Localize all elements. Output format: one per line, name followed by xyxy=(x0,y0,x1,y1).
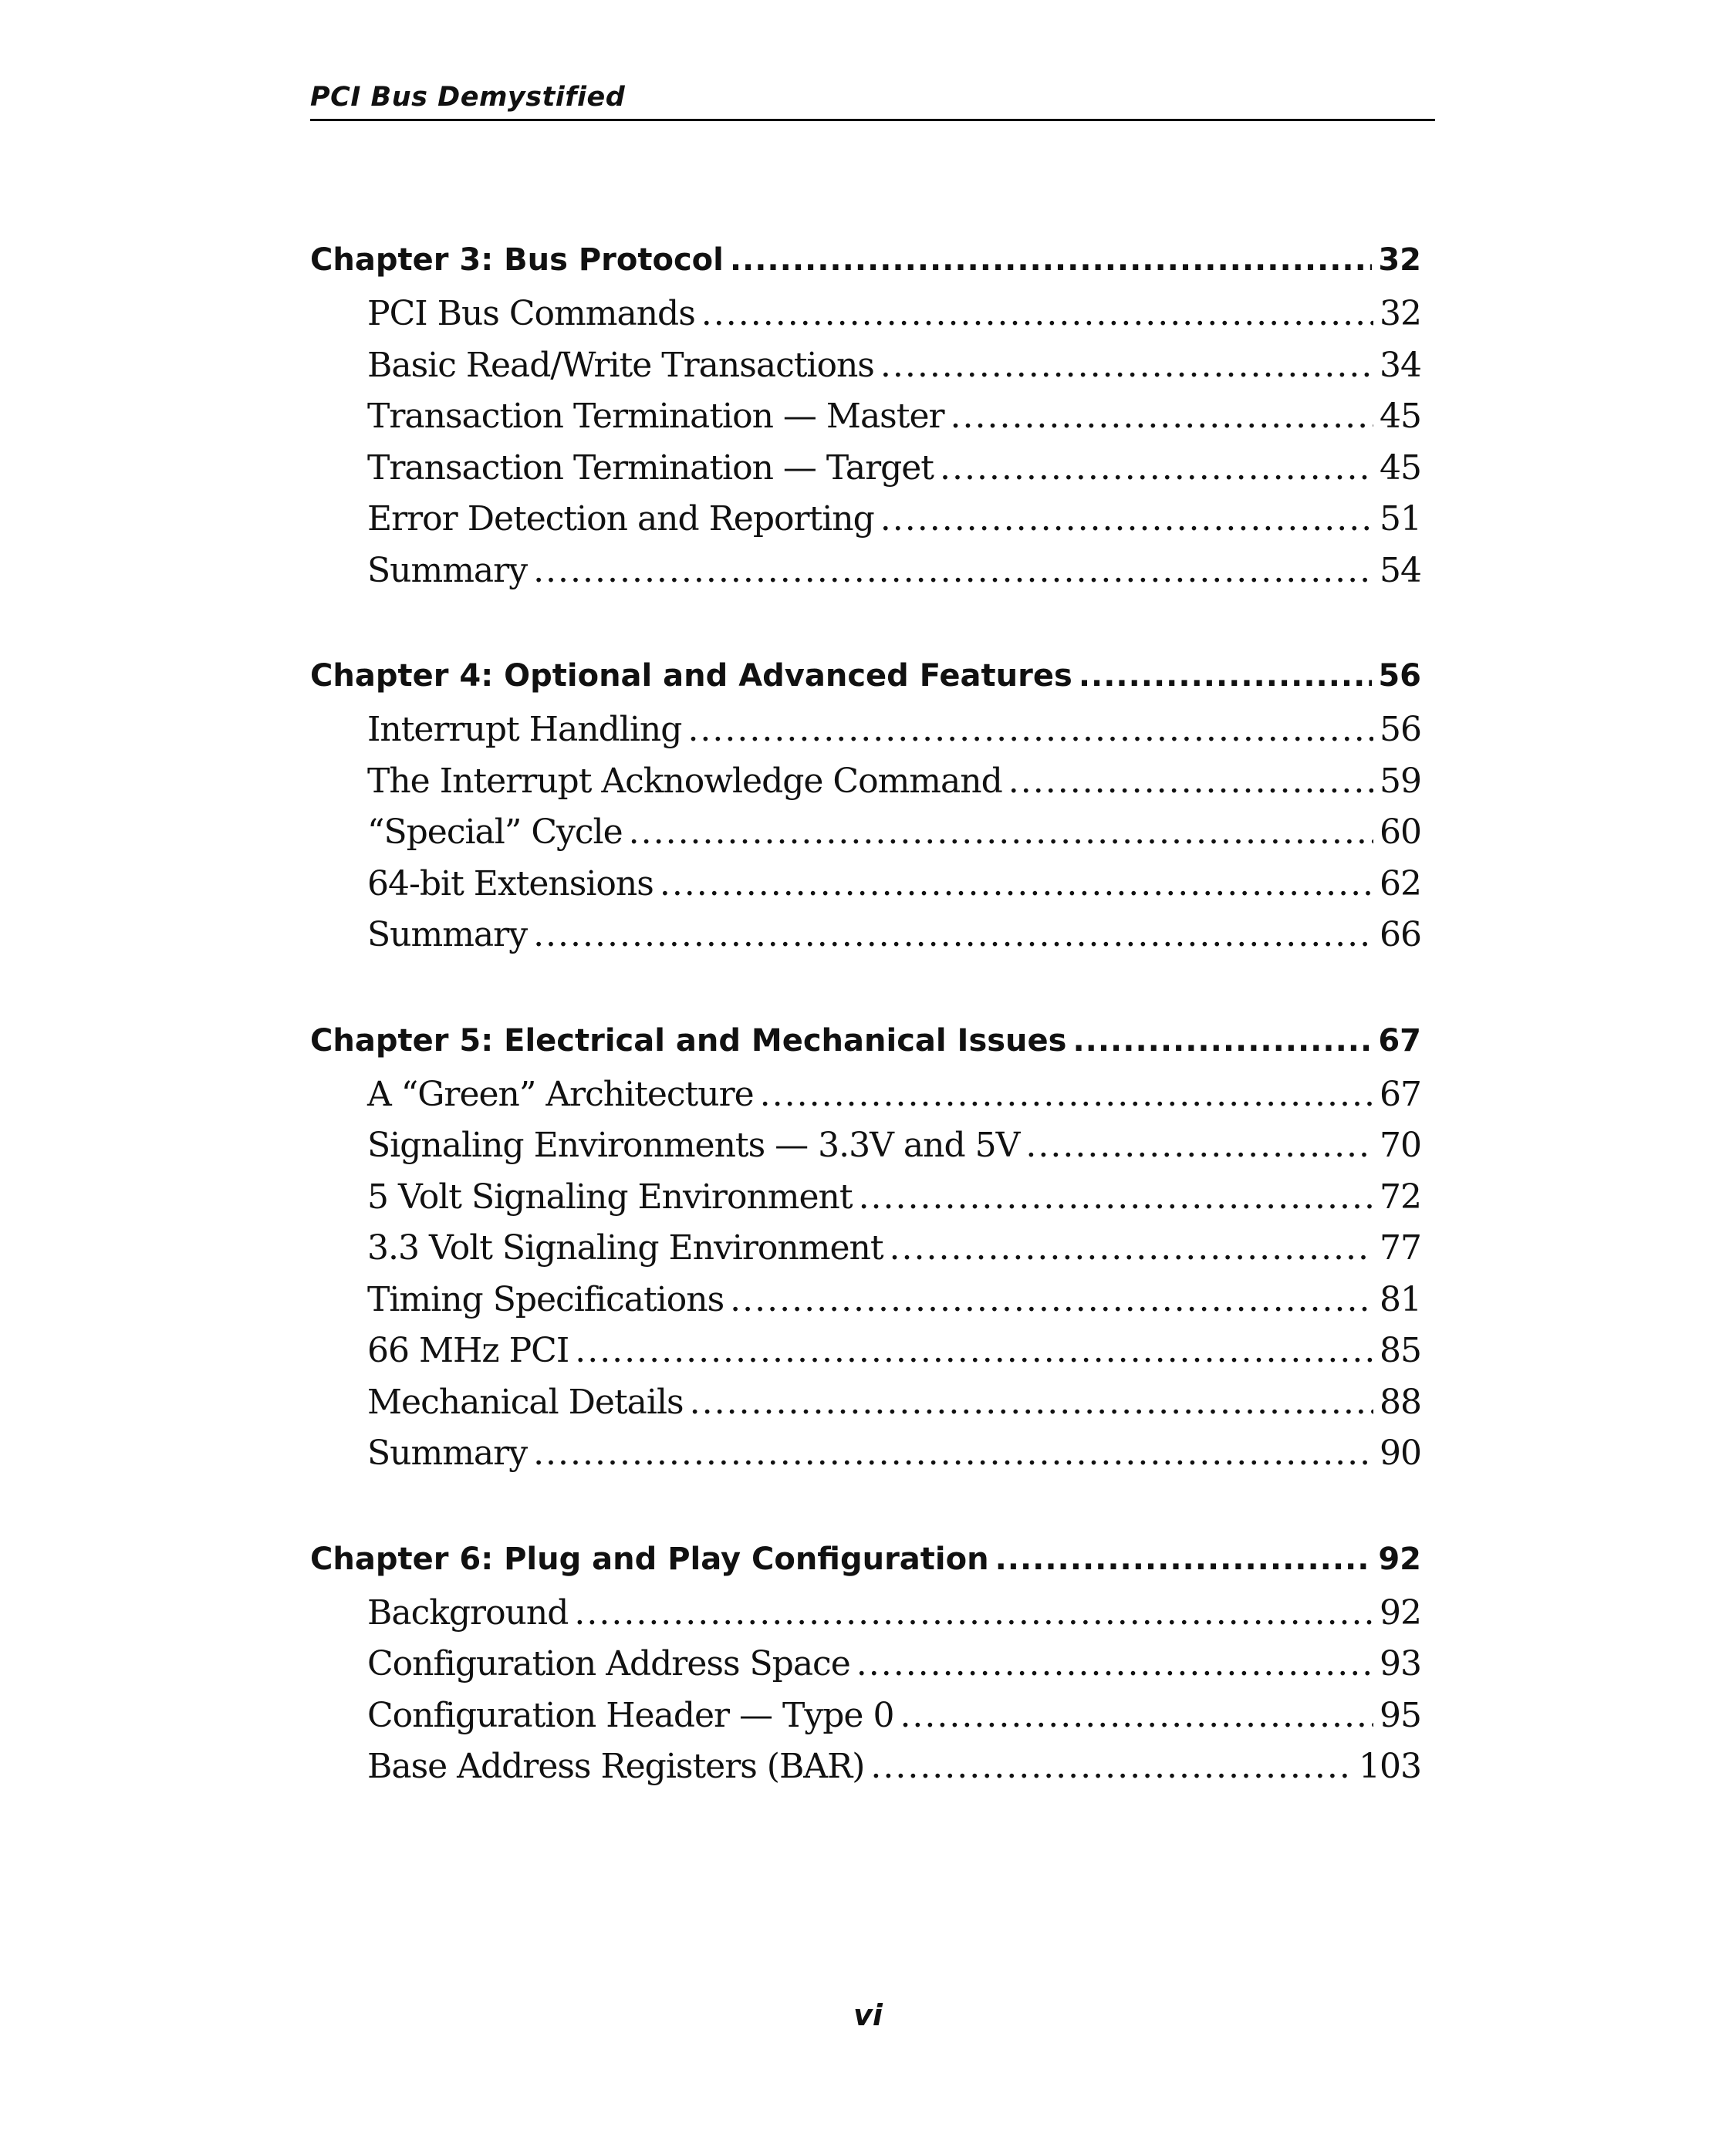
entry-title: 64-bit Extensions xyxy=(367,863,654,903)
toc-entry[interactable] xyxy=(310,1588,1421,1640)
entry-page-number: 70 xyxy=(1380,1126,1421,1165)
entry-title: Interrupt Handling xyxy=(367,710,682,749)
toc-entry[interactable] xyxy=(310,1172,1421,1224)
dot-leader xyxy=(870,1741,1353,1793)
entry-title: Basic Read/Write Transactions xyxy=(367,345,874,385)
dot-leader xyxy=(856,1639,1373,1690)
entry-title: 5 Volt Signaling Environment xyxy=(367,1177,853,1217)
entry-page-number: 77 xyxy=(1380,1228,1421,1268)
entry-title: Transaction Termination — Master xyxy=(367,397,944,436)
dot-leader xyxy=(629,807,1373,859)
toc-entry[interactable] xyxy=(310,1690,1421,1742)
entry-title: 66 MHz PCI xyxy=(367,1331,569,1370)
chapter-title: Chapter 6: Plug and Play Configuration xyxy=(310,1541,989,1577)
entry-page-number: 54 xyxy=(1380,550,1421,590)
dot-leader xyxy=(1008,756,1373,808)
toc-entry[interactable] xyxy=(310,910,1421,961)
entry-title: The Interrupt Acknowledge Command xyxy=(367,761,1002,801)
entry-page-number: 90 xyxy=(1380,1434,1421,1473)
entry-title: PCI Bus Commands xyxy=(367,294,695,333)
toc-entry[interactable] xyxy=(310,1377,1421,1429)
toc-entry[interactable] xyxy=(310,443,1421,495)
entry-page-number: 72 xyxy=(1380,1177,1421,1217)
entry-page-number: 81 xyxy=(1380,1279,1421,1319)
dot-leader xyxy=(687,704,1373,756)
toc-entry[interactable] xyxy=(310,545,1421,597)
chapter-title: Chapter 5: Electrical and Mechanical Issues xyxy=(310,1022,1067,1059)
dot-leader xyxy=(533,910,1373,961)
dot-leader xyxy=(533,545,1373,597)
entry-page-number: 34 xyxy=(1380,345,1421,385)
dot-leader xyxy=(575,1325,1373,1377)
chapter-heading[interactable] xyxy=(310,1531,1421,1588)
toc-entry[interactable] xyxy=(310,494,1421,545)
dot-leader xyxy=(701,289,1373,340)
running-header-title: PCI Bus Demystified xyxy=(310,82,626,113)
dot-leader xyxy=(1025,1120,1373,1172)
page-folio: vi xyxy=(853,1998,883,2032)
entry-title: A “Green” Architecture xyxy=(367,1074,754,1114)
toc-chapter-4 xyxy=(310,647,1421,961)
entry-page-number: 59 xyxy=(1380,761,1421,801)
toc-entry[interactable] xyxy=(310,340,1421,392)
toc-entry[interactable] xyxy=(310,1069,1421,1121)
entry-page-number: 67 xyxy=(1380,1074,1421,1114)
entry-page-number: 32 xyxy=(1380,294,1421,333)
dot-leader xyxy=(730,231,1372,289)
entry-page-number: 56 xyxy=(1380,710,1421,749)
dot-leader xyxy=(880,494,1373,545)
entry-page-number: 85 xyxy=(1380,1331,1421,1370)
dot-leader xyxy=(574,1588,1373,1640)
toc-entry[interactable] xyxy=(310,289,1421,340)
entry-title: Transaction Termination — Target xyxy=(367,447,934,488)
entry-title: Summary xyxy=(367,1434,528,1473)
entry-page-number: 92 xyxy=(1380,1592,1421,1633)
toc-entry[interactable] xyxy=(310,859,1421,910)
dot-leader xyxy=(890,1223,1373,1275)
chapter-heading[interactable] xyxy=(310,1012,1421,1069)
entry-page-number: 66 xyxy=(1380,915,1421,954)
toc-entry[interactable] xyxy=(310,807,1421,859)
toc-entry[interactable] xyxy=(310,756,1421,808)
header-rule xyxy=(310,119,1435,121)
chapter-title: Chapter 3: Bus Protocol xyxy=(310,242,724,278)
chapter-page-number: 92 xyxy=(1378,1541,1421,1577)
dot-leader xyxy=(533,1428,1373,1480)
table-of-contents xyxy=(310,231,1421,1844)
entry-page-number: 88 xyxy=(1380,1382,1421,1422)
entry-title: “Special” Cycle xyxy=(367,812,623,852)
toc-entry[interactable] xyxy=(310,1639,1421,1690)
toc-entry[interactable] xyxy=(310,704,1421,756)
dot-leader xyxy=(900,1690,1373,1742)
entry-title: Base Address Registers (BAR) xyxy=(367,1747,865,1786)
dot-leader xyxy=(859,1172,1373,1224)
dot-leader xyxy=(660,859,1373,910)
chapter-page-number: 56 xyxy=(1378,658,1421,694)
chapter-page-number: 32 xyxy=(1378,242,1421,278)
toc-chapter-6 xyxy=(310,1531,1421,1793)
entry-page-number: 60 xyxy=(1380,812,1421,852)
chapter-heading[interactable] xyxy=(310,231,1421,289)
entry-title: 3.3 Volt Signaling Environment xyxy=(367,1228,883,1268)
toc-entry[interactable] xyxy=(310,1428,1421,1480)
dot-leader xyxy=(951,391,1373,443)
entry-title: Signaling Environments — 3.3V and 5V xyxy=(367,1126,1020,1165)
dot-leader xyxy=(1079,647,1373,704)
dot-leader xyxy=(940,443,1373,495)
entry-title: Mechanical Details xyxy=(367,1382,684,1422)
toc-entry[interactable] xyxy=(310,391,1421,443)
entry-page-number: 103 xyxy=(1359,1747,1421,1786)
entry-page-number: 45 xyxy=(1380,447,1421,488)
entry-title: Timing Specifications xyxy=(367,1279,724,1319)
toc-entry[interactable] xyxy=(310,1223,1421,1275)
toc-chapter-5 xyxy=(310,1012,1421,1480)
entry-page-number: 62 xyxy=(1380,863,1421,903)
chapter-heading[interactable] xyxy=(310,647,1421,704)
dot-leader xyxy=(995,1531,1373,1588)
dot-leader xyxy=(1072,1012,1372,1069)
toc-entry[interactable] xyxy=(310,1120,1421,1172)
entry-title: Configuration Address Space xyxy=(367,1644,850,1683)
toc-entry[interactable] xyxy=(310,1325,1421,1377)
dot-leader xyxy=(730,1275,1373,1326)
toc-entry[interactable] xyxy=(310,1741,1421,1793)
entry-title: Background xyxy=(367,1592,569,1633)
chapter-title: Chapter 4: Optional and Advanced Features xyxy=(310,658,1072,694)
dot-leader xyxy=(880,340,1373,392)
entry-title: Summary xyxy=(367,550,528,590)
toc-entry[interactable] xyxy=(310,1275,1421,1326)
entry-title: Error Detection and Reporting xyxy=(367,499,874,539)
toc-chapter-3 xyxy=(310,231,1421,596)
entry-page-number: 95 xyxy=(1380,1695,1421,1735)
entry-title: Summary xyxy=(367,915,528,954)
entry-title: Configuration Header — Type 0 xyxy=(367,1695,894,1735)
entry-page-number: 51 xyxy=(1380,499,1421,539)
chapter-page-number: 67 xyxy=(1378,1022,1421,1059)
entry-page-number: 93 xyxy=(1380,1644,1421,1683)
entry-page-number: 45 xyxy=(1380,397,1421,436)
dot-leader xyxy=(690,1377,1373,1429)
dot-leader xyxy=(760,1069,1373,1121)
